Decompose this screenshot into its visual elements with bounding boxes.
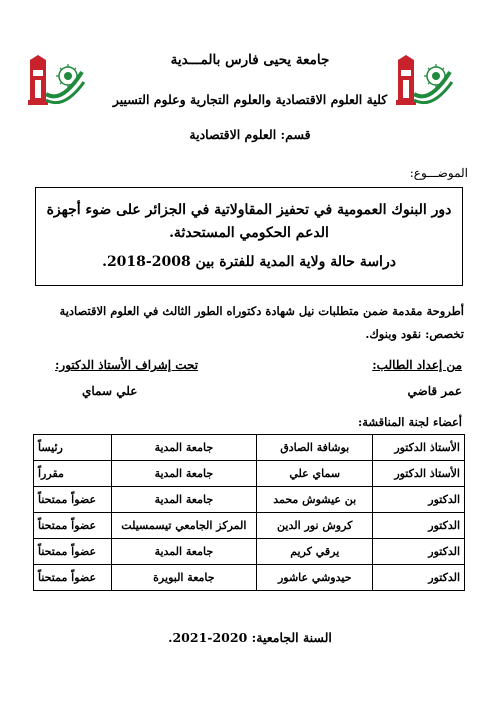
student-label: من إعداد الطالب: (372, 358, 462, 372)
member-name: بن عيشوش محمد (257, 487, 373, 513)
member-role: مقرراً (34, 461, 112, 487)
table-row (34, 513, 465, 539)
member-role: عضواً ممتحناً (34, 513, 112, 539)
faculty-name: كلية العلوم الاقتصادية والعلوم التجارية وعلوم التسيير (112, 92, 388, 107)
committee-label: أعضاء لجنة المناقشة: (358, 415, 462, 429)
university-name: جامعة يحيى فارس بالمـــدية (170, 52, 330, 68)
committee-table (33, 434, 465, 591)
member-institution: جامعة المدية (111, 539, 256, 565)
member-name: حيدوشي عاشور (257, 565, 373, 591)
member-name: بوشافة الصادق (257, 435, 373, 461)
member-rank: الدكتور (373, 539, 465, 565)
member-name: كروش نور الدين (257, 513, 373, 539)
member-rank: الأستاذ الدكتور (373, 461, 465, 487)
member-rank: الدكتور (373, 513, 465, 539)
department-name: قسم: العلوم الاقتصادية (189, 127, 311, 142)
member-rank: الأستاذ الدكتور (373, 435, 465, 461)
table-row (34, 435, 465, 461)
member-role: رئيساً (34, 435, 112, 461)
member-role: عضواً ممتحناً (34, 539, 112, 565)
member-name: يرقي كريم (257, 539, 373, 565)
member-rank: الدكتور (373, 487, 465, 513)
member-institution: المركز الجامعي تيسمسيلت (111, 513, 256, 539)
academic-year: السنة الجامعية: 2020-2021. (168, 630, 332, 645)
member-institution: جامعة المدية (111, 435, 256, 461)
table-row (34, 565, 465, 591)
member-rank: الدكتور (373, 565, 465, 591)
table-row (34, 487, 465, 513)
student-name: عمر قاضي (407, 384, 462, 398)
member-role: عضواً ممتحناً (34, 487, 112, 513)
thesis-title: دور البنوك العمومية في تحفيز المقاولاتية في الجزائر على ضوء أجهزة الدعم الحكومي المستحدثة. (46, 202, 452, 241)
member-institution: جامعة المدية (111, 461, 256, 487)
member-role: عضواً ممتحناً (34, 565, 112, 591)
member-institution: جامعة المدية (111, 487, 256, 513)
thesis-title-box (35, 187, 463, 286)
thesis-subtitle: دراسة حالة ولاية المدية للفترة بين 2008-2018. (102, 254, 396, 270)
table-row (34, 461, 465, 487)
supervisor-name: علي سماي (82, 384, 138, 398)
member-institution: جامعة البويرة (111, 565, 256, 591)
subject-label: الموضـــوع: (409, 166, 468, 180)
table-row (34, 539, 465, 565)
supervisor-label: تحت إشراف الأستاذ الدكتور: (55, 358, 199, 372)
thesis-statement: أطروحة مقدمة ضمن متطلبات نيل شهادة دكتوراه الطور الثالث في العلوم الاقتصادية تخصص: نقود وبنوك. (59, 304, 464, 341)
member-name: سماي علي (257, 461, 373, 487)
